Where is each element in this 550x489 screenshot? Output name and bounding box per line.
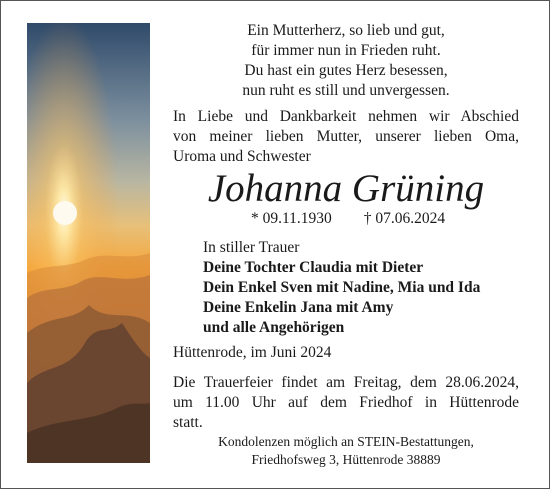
death-date: † 07.06.2024 [363,210,446,227]
poem-line: Ein Mutterherz, so lieb und gut, [247,22,445,39]
intro-line: von meiner lieben Mutter, unserer lieben Oma, [173,128,519,145]
birth-date: * 09.11.1930 [251,210,332,227]
life-dates [251,209,445,229]
funeral-line: Die Trauerfeier findet am Freitag, dem 28.06.2024, [173,374,519,391]
sunset-mountains-image [27,23,150,463]
mourner-line: Deine Tochter Claudia mit Dieter [203,259,424,276]
sunset-mountains-icon [27,23,150,463]
poem [161,21,531,101]
condolences-line: Kondolenzen möglich an STEIN-Bestattungen, [218,434,474,449]
mourner-line: und alle Angehörigen [203,319,345,336]
condolences-info [161,433,531,469]
funeral-info [173,373,519,433]
mourner-line: Dein Enkel Sven mit Nadine, Mia und Ida [203,279,481,296]
poem-line: nun ruht es still und unvergessen. [242,82,450,99]
mourners-heading: In stiller Trauer [203,239,300,256]
funeral-line: um 11.00 Uhr auf dem Friedhof in Hüttenrode [173,394,519,411]
farewell-intro [173,107,519,167]
condolences-line: Friedhofsweg 3, Hüttenrode 38889 [251,452,441,467]
intro-line: Uroma und Schwester [173,148,311,165]
mourner-line: Deine Enkelin Jana mit Amy [203,299,394,316]
mourners-block [203,238,480,338]
funeral-line: statt. [173,414,203,431]
poem-line: für immer nun in Frieden ruht. [251,42,441,59]
deceased-name: Johanna Grüning [207,167,485,210]
intro-line: In Liebe und Dankbarkeit nehmen wir Abschied [173,108,519,125]
poem-line: Du hast ein gutes Herz besessen, [244,62,448,79]
place-date: Hüttenrode, im Juni 2024 [173,344,332,361]
